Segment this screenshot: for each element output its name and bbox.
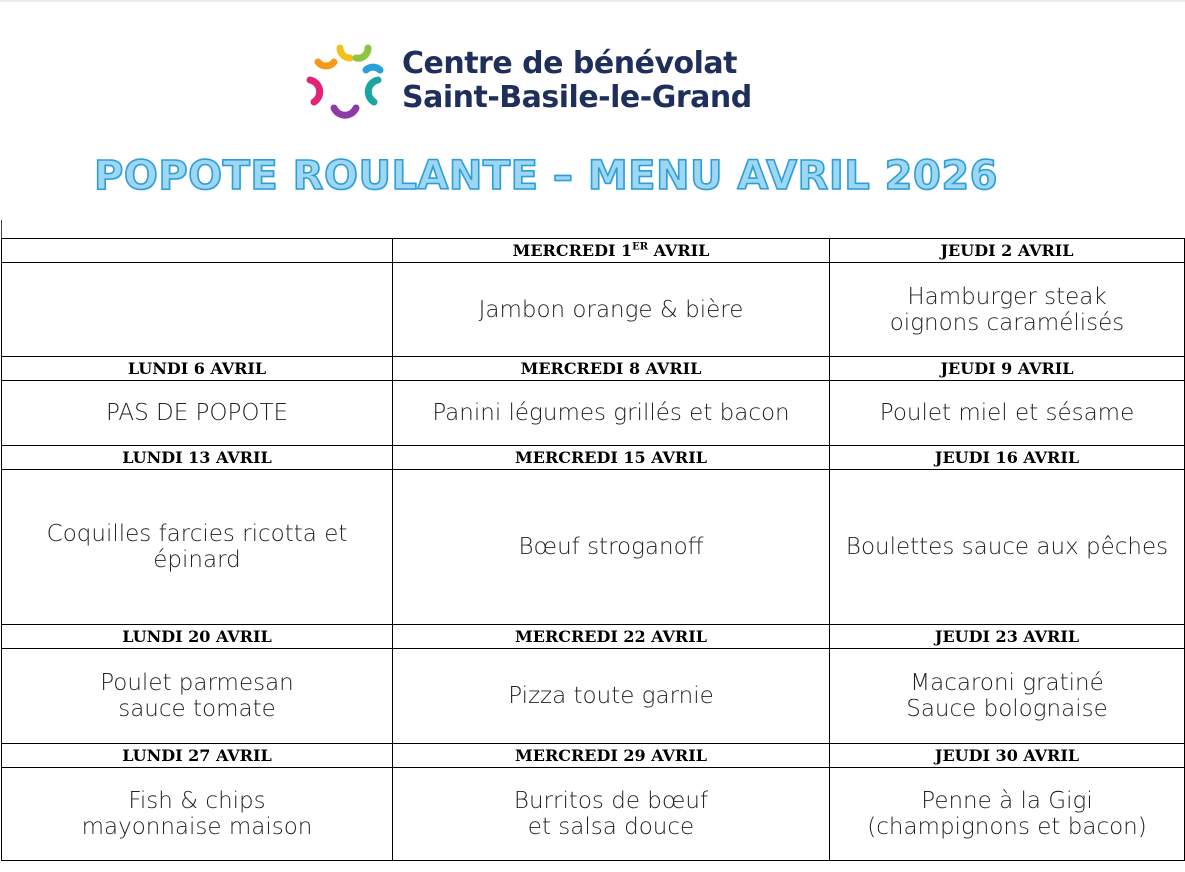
day-header bbox=[2, 239, 393, 263]
organization-name-line1: Centre de bénévolat bbox=[402, 46, 737, 81]
dish-text: Bœuf stroganoff bbox=[518, 534, 704, 560]
table-row bbox=[2, 263, 1185, 357]
dish-cell bbox=[2, 381, 393, 446]
day-header bbox=[393, 239, 830, 263]
day-header: LUNDI 20 AVRIL bbox=[2, 625, 393, 649]
day-header: JEUDI 16 AVRIL bbox=[830, 446, 1185, 470]
dish-text: Panini légumes grillés et bacon bbox=[432, 400, 790, 426]
top-divider bbox=[0, 0, 1185, 2]
day-header: MERCREDI 22 AVRIL bbox=[393, 625, 830, 649]
dish-cell bbox=[2, 768, 393, 861]
table-row bbox=[2, 381, 1185, 446]
day-header: MERCREDI 8 AVRIL bbox=[393, 357, 830, 381]
menu-table bbox=[1, 238, 1185, 861]
dish-cell bbox=[393, 470, 830, 625]
day-header: JEUDI 9 AVRIL bbox=[830, 357, 1185, 381]
day-header: JEUDI 23 AVRIL bbox=[830, 625, 1185, 649]
dish-cell bbox=[830, 470, 1185, 625]
dish-cell bbox=[830, 768, 1185, 861]
dish-text: Fish & chips mayonnaise maison bbox=[81, 788, 313, 840]
margin-mark bbox=[1, 220, 2, 238]
organization-name bbox=[402, 47, 752, 115]
dish-text: PAS DE POPOTE bbox=[105, 400, 289, 426]
table-row bbox=[2, 649, 1185, 744]
table-header-row bbox=[2, 357, 1185, 381]
dish-text: Pizza toute garnie bbox=[508, 683, 714, 709]
dish-text: Poulet parmesan sauce tomate bbox=[100, 670, 294, 722]
dish-cell bbox=[2, 263, 393, 357]
dish-cell bbox=[830, 649, 1185, 744]
dish-text: Hamburger steak oignons caramélisés bbox=[889, 283, 1125, 336]
dish-text: Burritos de bœuf et salsa douce bbox=[513, 788, 709, 840]
dish-text: Macaroni gratiné Sauce bolognaise bbox=[906, 670, 1108, 722]
day-header-text: MERCREDI 1 bbox=[512, 241, 633, 260]
dish-cell bbox=[393, 381, 830, 446]
table-row bbox=[2, 470, 1185, 625]
day-header: JEUDI 30 AVRIL bbox=[830, 744, 1185, 768]
table-header-row bbox=[2, 744, 1185, 768]
day-header: LUNDI 6 AVRIL bbox=[2, 357, 393, 381]
day-header: MERCREDI 29 AVRIL bbox=[393, 744, 830, 768]
organization-name-line2: Saint-Basile-le-Grand bbox=[402, 80, 752, 115]
dish-cell bbox=[830, 381, 1185, 446]
dish-text: Jambon orange & bière bbox=[478, 296, 744, 323]
day-header: JEUDI 2 AVRIL bbox=[830, 239, 1185, 263]
dish-text: Poulet miel et sésame bbox=[879, 400, 1135, 426]
table-header-row bbox=[2, 625, 1185, 649]
dish-text: Penne à la Gigi (champignons et bacon) bbox=[867, 788, 1147, 840]
day-header-text-suffix: AVRIL bbox=[648, 241, 710, 260]
day-header: LUNDI 27 AVRIL bbox=[2, 744, 393, 768]
dish-cell bbox=[393, 263, 830, 357]
dish-cell bbox=[830, 263, 1185, 357]
day-header: LUNDI 13 AVRIL bbox=[2, 446, 393, 470]
dish-text: Boulettes sauce aux pêches bbox=[845, 534, 1169, 560]
logo-icon bbox=[304, 40, 388, 124]
table-row bbox=[2, 768, 1185, 861]
table-header-row bbox=[2, 446, 1185, 470]
dish-cell bbox=[2, 470, 393, 625]
dish-cell bbox=[2, 649, 393, 744]
dish-cell bbox=[393, 649, 830, 744]
day-header-superscript: ER bbox=[632, 241, 649, 253]
page-title: POPOTE ROULANTE – MENU AVRIL 2026 bbox=[94, 153, 998, 199]
table-header-row bbox=[2, 239, 1185, 263]
day-header: MERCREDI 15 AVRIL bbox=[393, 446, 830, 470]
dish-text: Coquilles farcies ricotta et épinard bbox=[46, 521, 348, 573]
dish-cell bbox=[393, 768, 830, 861]
